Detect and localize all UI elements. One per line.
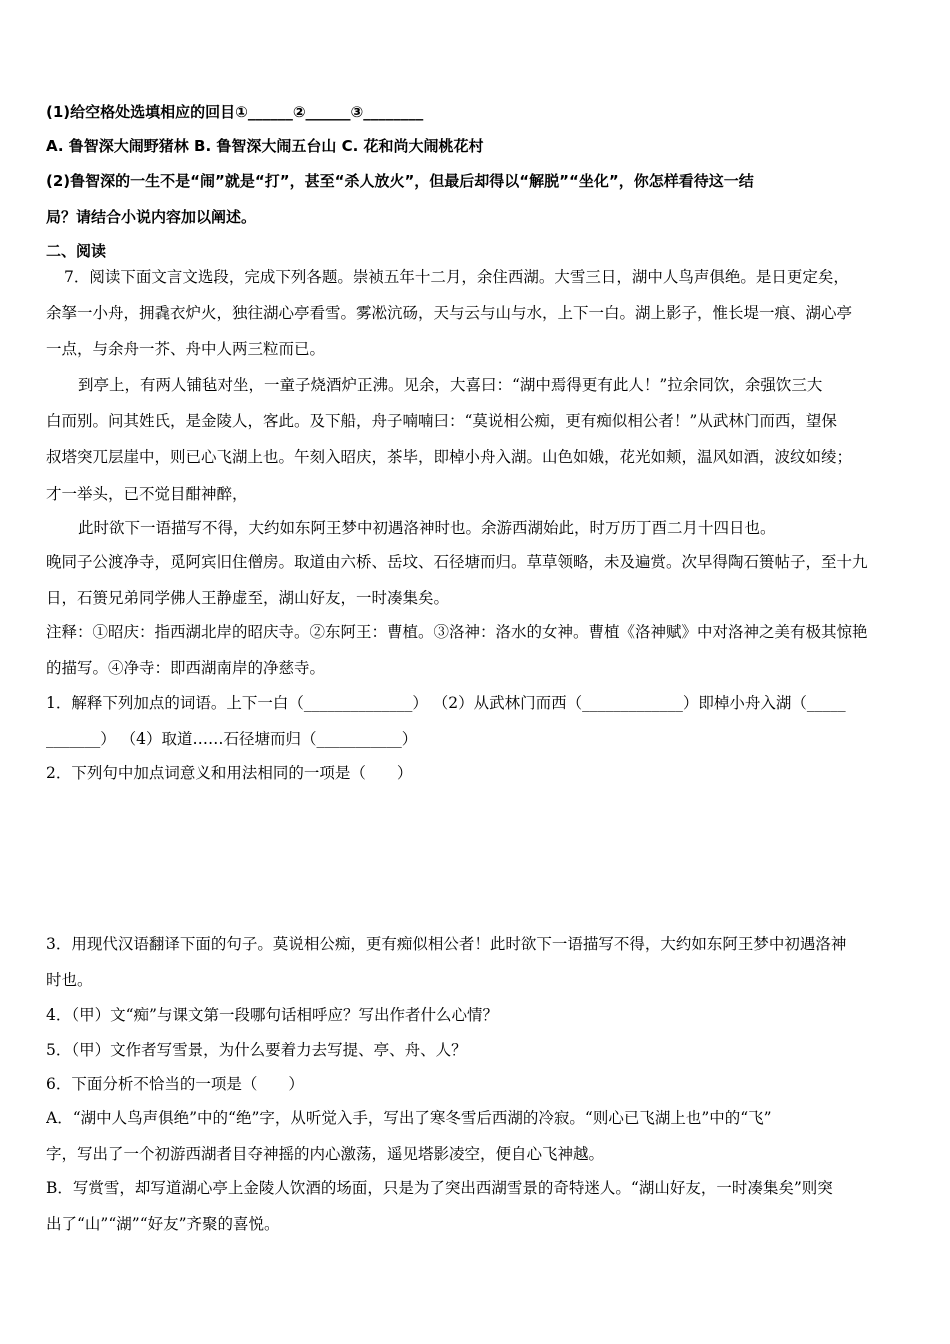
passage-p2-line3: 叔塔突兀层崖中，则已心飞湖上也。午刻入昭庆，茶毕，即棹小舟入湖。山色如娥，花光如颊，温风如酒，波纹如绫； (46, 448, 853, 466)
question-6-option-b-line2: 出了“山”“湖”“好友”齐聚的喜悦。 (46, 1215, 280, 1233)
passage-p2-line4: 才一举头，已不觉目酣神醉， (46, 485, 248, 503)
note-line1: 注释：①昭庆：指西湖北岸的昭庆寺。②东阿王：曹植。③洛神：洛水的女神。曹植《洛神赋》中对洛神之美有极其惊艳 (46, 623, 868, 641)
note-line2: 的描写。④净寺：即西湖南岸的净慈寺。 (46, 659, 326, 677)
q1-sub1: (1)给空格处选填相应的回目①______②______③________ (46, 103, 424, 121)
question-1-line2: _______） （4）取道……石径塘而归（___________） (46, 730, 418, 748)
passage-p1-line2: 余拏一小舟，拥毳衣炉火，独往湖心亭看雪。雾凇沆砀，天与云与山与水，上下一白。湖上影子，惟长堤一痕、湖心亭 (46, 304, 853, 322)
question-4: 4．（甲）文“痴”与课文第一段哪句话相呼应？写出作者什么心情？ (46, 1006, 498, 1024)
question-6-stem: 6．下面分析不恰当的一项是（ ） (46, 1075, 304, 1093)
question-1-line1: 1．解释下列加点的词语。上下一白（______________） （2）从武林门而西（_____________）即棹小舟入湖（_____ (46, 694, 846, 712)
passage-p1-line1: 7．阅读下面文言文选段，完成下列各题。崇祯五年十二月，余住西湖。大雪三日，湖中人鸟声俱绝。是日更定矣， (64, 268, 849, 286)
question-3-line2: 时也。 (46, 971, 93, 989)
question-6-option-b-line1: B．写赏雪，却写道湖心亭上金陵人饮酒的场面，只是为了突出西湖雪景的奇特迷人。“湖山好友，一时凑集矣”则突 (46, 1179, 833, 1197)
q1-sub2-line2: 局？请结合小说内容加以阐述。 (46, 208, 257, 226)
passage-p2-line1: 到亭上，有两人铺毡对坐，一童子烧酒炉正沸。见余，大喜曰：“湖中焉得更有此人！”拉余同饮，余强饮三大 (78, 376, 823, 394)
question-3-line1: 3．用现代汉语翻译下面的句子。莫说相公痴，更有痴似相公者！此时欲下一语描写不得，大约如东阿王梦中初遇洛神 (46, 935, 847, 953)
section-title: 二、阅读 (46, 242, 107, 260)
question-2-stem: 2．下列句中加点词意义和用法相同的一项是（ ） (46, 764, 413, 782)
passage-p3-line1: 此时欲下一语描写不得，大约如东阿王梦中初遇洛神时也。余游西湖始此，时万历丁酉二月十四日也。 (78, 519, 776, 537)
passage-p1-line3: 一点，与余舟一芥、舟中人两三粒而已。 (46, 340, 326, 358)
passage-p3-line3: 日，石篑兄弟同学佛人王静虚至，湖山好友，一时凑集矣。 (46, 589, 450, 607)
passage-p2-line2: 白而别。问其姓氏，是金陵人，客此。及下船，舟子喃喃曰：“莫说相公痴，更有痴似相公者！”从武林门而西，望保 (46, 412, 837, 430)
question-6-option-a-line2: 字，写出了一个初游西湖者目夺神摇的内心激荡，遥见塔影凌空，便自心飞神越。 (46, 1145, 605, 1163)
q1-sub2-line1: (2)鲁智深的一生不是“闹”就是“打”，甚至“杀人放火”，但最后却得以“解脱”“坐化”，你怎样看待这一结 (46, 172, 754, 190)
q1-options: A. 鲁智深大闹野猪林 B. 鲁智深大闹五台山 C. 花和尚大闹桃花村 (46, 137, 484, 155)
passage-p3-line2: 晚同子公渡净寺，觅阿宾旧住僧房。取道由六桥、岳坟、石径塘而归。草草领略，未及遍赏。次早得陶石篑帖子，至十九 (46, 553, 868, 571)
question-6-option-a-line1: A．“湖中人鸟声俱绝”中的“绝”字，从听觉入手，写出了寒冬雪后西湖的冷寂。“则心已飞湖上也”中的“飞” (46, 1109, 772, 1127)
question-5: 5．（甲）文作者写雪景，为什么要着力去写提、亭、舟、人？ (46, 1041, 467, 1059)
